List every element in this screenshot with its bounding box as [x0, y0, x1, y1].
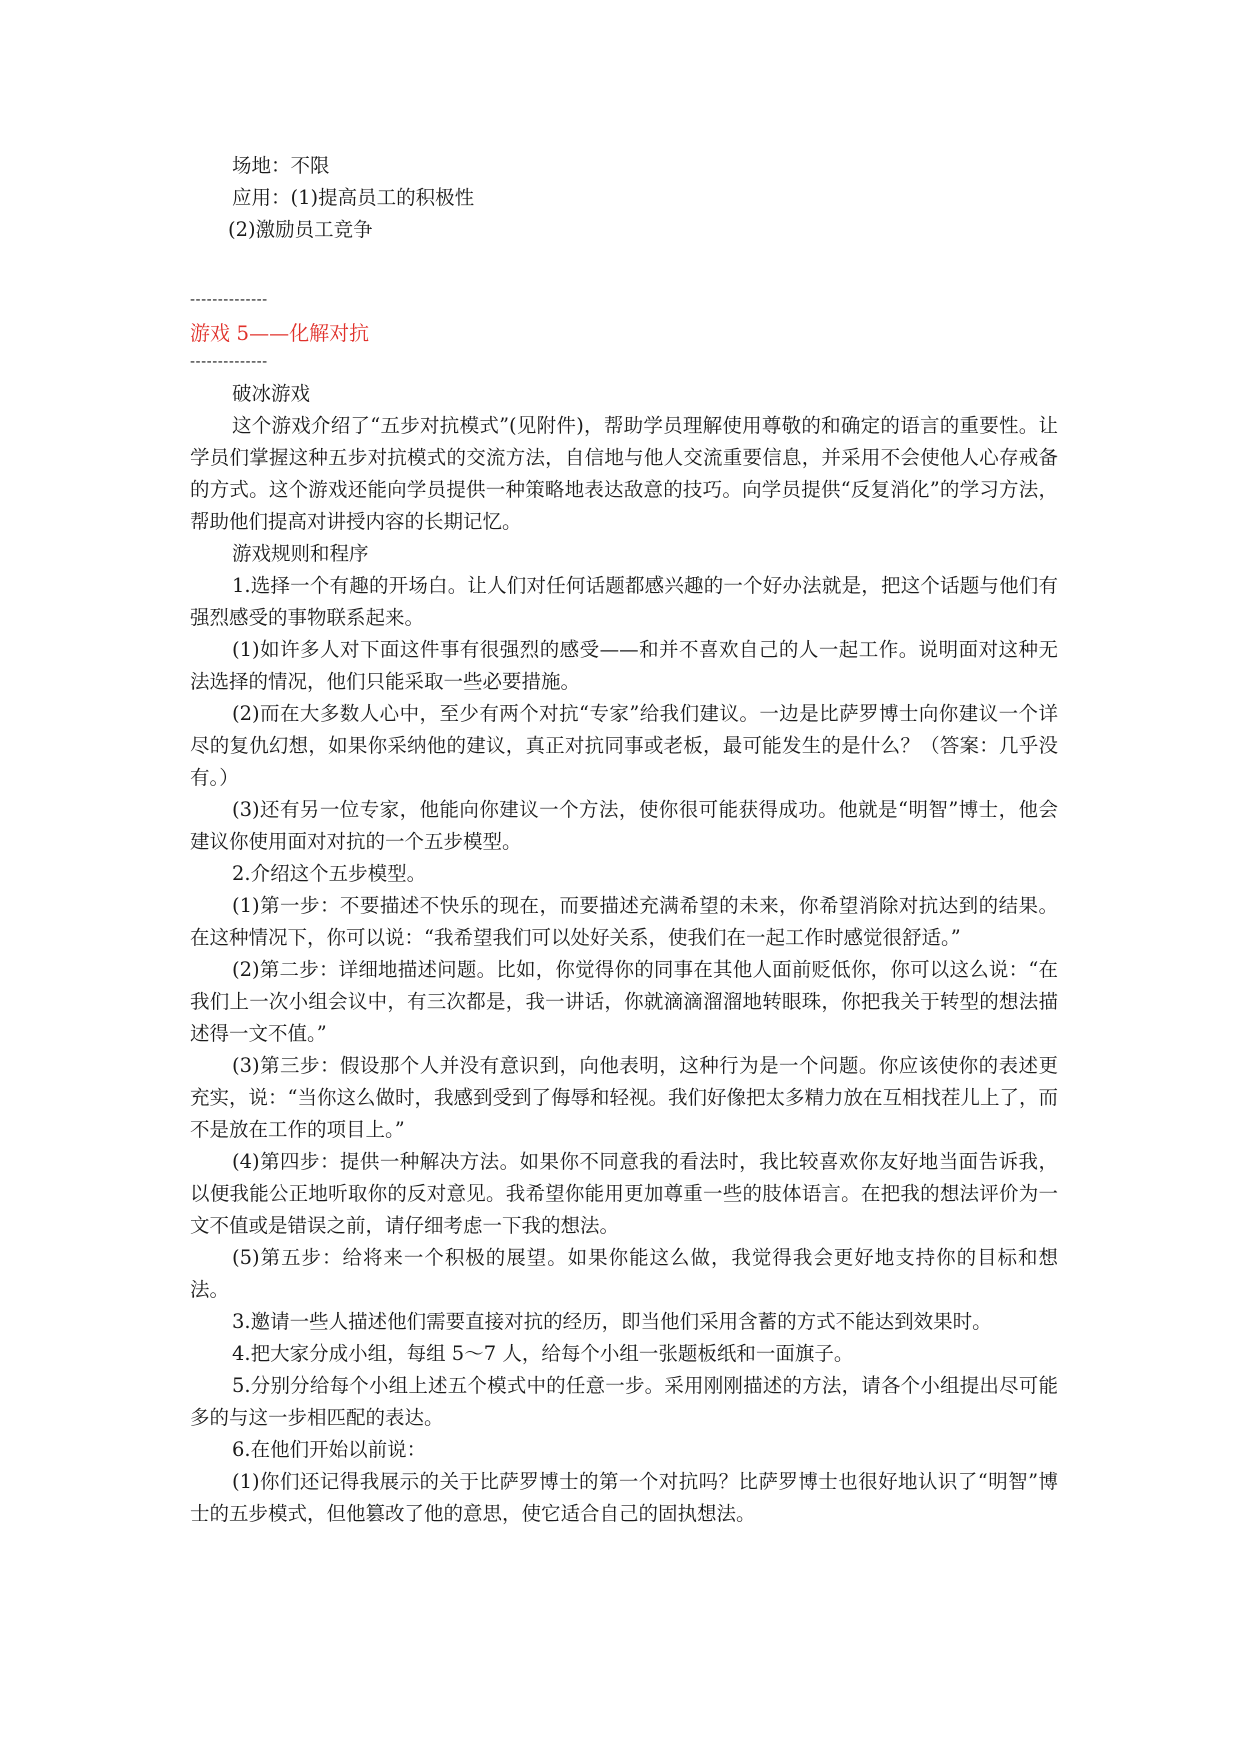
venue-field: 场地：不限: [232, 154, 330, 177]
section-divider-bottom: --------------: [190, 354, 268, 370]
paragraph-step-2-5: (5)第五步：给将来一个积极的展望。如果你能这么做，我觉得我会更好地支持你的目标和想法。: [190, 1246, 1058, 1301]
application-field-2: (2)激励员工竞争: [228, 218, 373, 241]
section-divider-top: --------------: [190, 292, 268, 308]
section-title: 游戏 5——化解对抗: [190, 321, 370, 345]
paragraph-icebreaker: 破冰游戏: [232, 382, 311, 405]
spacer: [190, 246, 1058, 284]
paragraph-step-1-1: (1)如许多人对下面这件事有很强烈的感受——和并不喜欢自己的人一起工作。说明面对这种无法选择的情况，他们只能采取一些必要措施。: [190, 638, 1058, 693]
paragraph-step-2-1: (1)第一步：不要描述不快乐的现在，而要描述充满希望的未来，你希望消除对抗达到的结果。在这种情况下，你可以说：“我希望我们可以处好关系，使我们在一起工作时感觉很舒适。”: [190, 894, 1058, 949]
application-field: 应用：(1)提高员工的积极性: [232, 186, 475, 209]
paragraph-intro: 这个游戏介绍了“五步对抗模式”(见附件)，帮助学员理解使用尊敬的和确定的语言的重要性。让学员们掌握这种五步对抗模式的交流方法，自信地与他人交流重要信息，并采用不会使他人心存戒备的方式。这个游戏还能向学员提供一种策略地表达敌意的技巧。向学员提供“反复消化”的学习方法，帮助他们提高对讲授内容的长期记忆。: [190, 414, 1058, 533]
paragraph-step-2-2: (2)第二步：详细地描述问题。比如，你觉得你的同事在其他人面前贬低你，你可以这么说：“在我们上一次小组会议中，有三次都是，我一讲话，你就滴滴溜溜地转眼珠，你把我关于转型的想法描述得一文不值。”: [190, 958, 1058, 1045]
paragraph-step-1: 1.选择一个有趣的开场白。让人们对任何话题都感兴趣的一个好办法就是，把这个话题与他们有强烈感受的事物联系起来。: [190, 574, 1058, 629]
paragraph-step-2-3: (3)第三步：假设那个人并没有意识到，向他表明，这种行为是一个问题。你应该使你的表述更充实，说：“当你这么做时，我感到受到了侮辱和轻视。我们好像把太多精力放在互相找茬儿上了，而不是放在工作的项目上。”: [190, 1054, 1058, 1141]
paragraph-step-6: 6.在他们开始以前说：: [232, 1438, 427, 1461]
paragraph-step-3: 3.邀请一些人描述他们需要直接对抗的经历，即当他们采用含蓄的方式不能达到效果时。: [232, 1310, 992, 1333]
paragraph-step-1-3: (3)还有另一位专家，他能向你建议一个方法，使你很可能获得成功。他就是“明智”博士，他会建议你使用面对对抗的一个五步模型。: [190, 798, 1058, 853]
paragraph-step-2-4: (4)第四步：提供一种解决方法。如果你不同意我的看法时，我比较喜欢你友好地当面告诉我，以便我能公正地听取你的反对意见。我希望你能用更加尊重一些的肢体语言。在把我的想法评价为一文不值或是错误之前，请仔细考虑一下我的想法。: [190, 1150, 1058, 1237]
paragraph-step-5: 5.分别分给每个小组上述五个模式中的任意一步。采用刚刚描述的方法，请各个小组提出尽可能多的与这一步相匹配的表达。: [190, 1374, 1058, 1429]
paragraph-step-2: 2.介绍这个五步模型。: [232, 862, 427, 885]
document-content: [190, 150, 1058, 1530]
paragraph-step-6-1: (1)你们还记得我展示的关于比萨罗博士的第一个对抗吗？比萨罗博士也很好地认识了“明智”博士的五步模式，但他篡改了他的意思，使它适合自己的固执想法。: [190, 1470, 1058, 1525]
paragraph-rules-heading: 游戏规则和程序: [232, 542, 369, 565]
paragraph-step-4: 4.把大家分成小组，每组 5～7 人，给每个小组一张题板纸和一面旗子。: [232, 1342, 854, 1365]
paragraph-step-1-2: (2)而在大多数人心中，至少有两个对抗“专家”给我们建议。一边是比萨罗博士向你建议一个详尽的复仇幻想，如果你采纳他的建议，真正对抗同事或老板，最可能发生的是什么？（答案：几乎没有。）: [190, 702, 1058, 789]
